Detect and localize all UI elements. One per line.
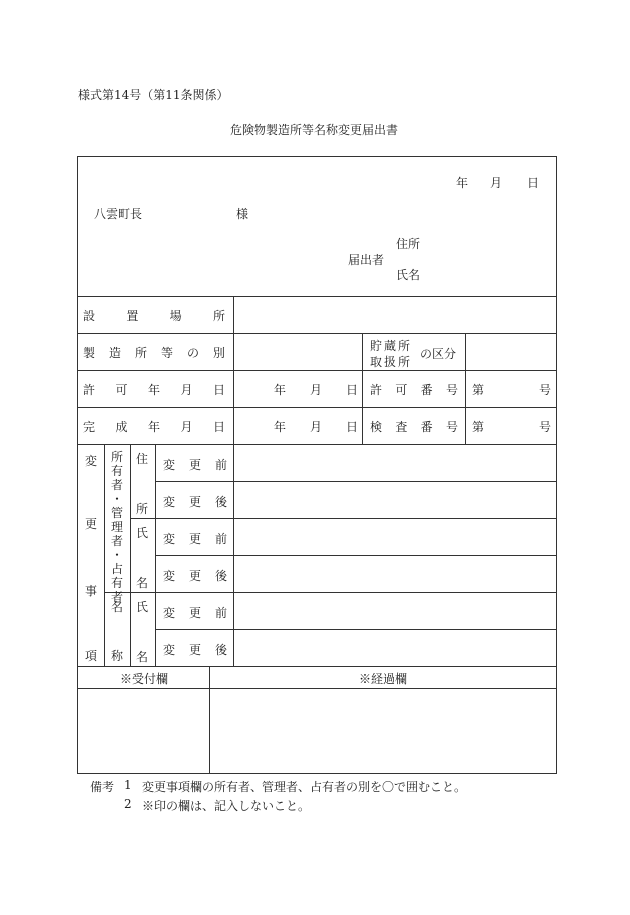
note-1-text: 変更事項欄の所有者、管理者、占有者の別を〇で囲むこと。 [142, 780, 467, 794]
facility-type-label: 製 造 所 等 の 別 [83, 346, 225, 360]
name-label-char-2: 称 [111, 649, 124, 663]
name-label-char-1: 名 [111, 600, 124, 614]
person-before-label: 変 更 前 [163, 532, 227, 546]
person-after-label: 変 更 後 [163, 569, 227, 583]
completion-day: 日 [346, 420, 359, 434]
reception-box-label: ※受付欄 [120, 672, 169, 686]
storage-label: 貯 蔵 所 [370, 339, 410, 353]
document-title: 危険物製造所等名称変更届出書 [230, 123, 399, 137]
completion-year: 年 [274, 420, 287, 434]
permit-number-suffix: 号 [539, 383, 552, 397]
note-1-number: 1 [124, 778, 132, 792]
handling-label: 取 扱 所 [370, 355, 410, 369]
change-items-char-1: 変 [85, 454, 98, 468]
note-2-number: 2 [124, 797, 132, 811]
corp-name-before-label: 変 更 前 [163, 606, 227, 620]
form-number: 様式第14号（第11条関係） [78, 88, 229, 102]
owner-manager-occupant-label: 所 有 者 ・ 管 理 者 ・ 占 有 者 [110, 450, 123, 604]
change-items-char-3: 事 [85, 584, 98, 598]
person-head: 氏 [136, 526, 149, 540]
address-after-label: 変 更 後 [163, 495, 227, 509]
inspection-number-label: 検 査 番 号 [370, 420, 458, 434]
installation-place-label: 設 置 場 所 [83, 309, 225, 323]
inspection-number-suffix: 号 [539, 420, 552, 434]
address-head: 住 [136, 452, 149, 466]
notes-label: 備考 [90, 780, 115, 794]
permit-month: 月 [310, 383, 323, 397]
change-items-char-4: 項 [85, 649, 98, 663]
name-label: 氏名 [396, 268, 421, 282]
address-foot: 所 [136, 502, 149, 516]
permit-day: 日 [346, 383, 359, 397]
addressee: 八雲町長 [94, 207, 143, 221]
permit-number-label: 許 可 番 号 [370, 383, 458, 397]
change-items-char-2: 更 [85, 517, 98, 531]
category-suffix: の区分 [420, 347, 457, 361]
progress-box-label: ※経過欄 [359, 672, 408, 686]
honorific: 様 [236, 207, 249, 221]
notifier-label: 届出者 [348, 253, 385, 267]
permit-date-label: 許 可 年 月 日 [83, 383, 225, 397]
date-day: 日 [527, 176, 540, 190]
permit-year: 年 [274, 383, 287, 397]
completion-month: 月 [310, 420, 323, 434]
address-label: 住所 [396, 237, 421, 251]
completion-date-label: 完 成 年 月 日 [83, 420, 225, 434]
address-before-label: 変 更 前 [163, 458, 227, 472]
date-month: 月 [490, 176, 503, 190]
date-year: 年 [456, 176, 469, 190]
permit-number-prefix: 第 [472, 383, 485, 397]
person-foot: 名 [136, 576, 149, 590]
corp-name-foot: 名 [136, 650, 149, 664]
corp-name-head: 氏 [136, 600, 149, 614]
corp-name-after-label: 変 更 後 [163, 643, 227, 657]
inspection-number-prefix: 第 [472, 420, 485, 434]
note-2-text: ※印の欄は、記入しないこと。 [142, 799, 311, 813]
